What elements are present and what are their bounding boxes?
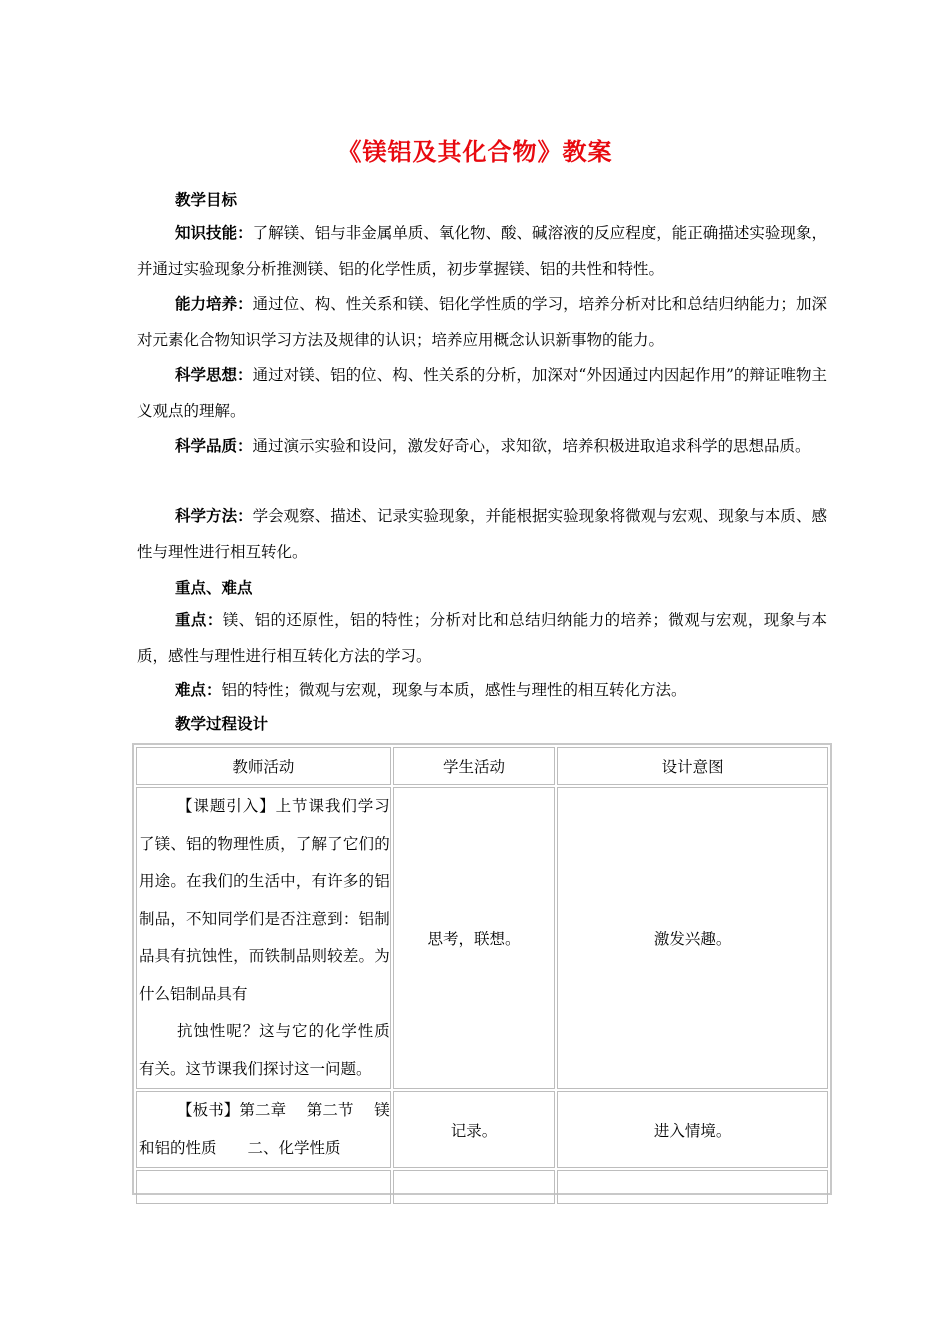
teacher-activity-text: 【课题引入】上节课我们学习了镁、铝的物理性质，了解了它们的用途。在我们的生活中，有许多的铝制品，不知同学们是否注意到：铝制品具有抗蚀性，而铁制品则较差。为什么铝制品具有 — [139, 797, 390, 1003]
goal-ability — [137, 286, 827, 358]
teacher-activity-cell — [136, 1091, 391, 1168]
goal-method — [137, 498, 827, 570]
teacher-activity-cell — [136, 787, 391, 1089]
key-label: 重点： — [175, 611, 223, 629]
goal-text: 通过对镁、铝的位、构、性关系的分析，加深对“外因通过内因起作用”的辩证唯物主义观点的理解。 — [137, 366, 827, 420]
empty-cell — [136, 1170, 391, 1204]
process-table — [132, 743, 832, 1195]
goal-text: 了解镁、铝与非金属单质、氧化物、酸、碱溶液的反应程度，能正确描述实验现象，并通过实验现象分析推测镁、铝的化学性质，初步掌握镁、铝的共性和特性。 — [137, 224, 827, 278]
student-activity-cell: 思考，联想。 — [393, 787, 555, 1089]
goal-thought — [137, 357, 827, 429]
teacher-activity-text: 【板书】第二章 第二节 镁和铝的性质 二、化学性质 — [139, 1101, 390, 1157]
goal-text: 通过演示实验和设问，激发好奇心，求知欲，培养积极进取追求科学的思想品质。 — [252, 437, 811, 455]
section-heading-process: 教学过程设计 — [175, 715, 269, 733]
goal-text: 通过位、构、性关系和镁、铝化学性质的学习，培养分析对比和总结归纳能力；加深对元素化合物知识学习方法及规律的认识；培养应用概念认识新事物的能力。 — [137, 295, 827, 349]
goal-text: 学会观察、描述、记录实验现象，并能根据实验现象将微观与宏观、现象与本质、感性与理性进行相互转化。 — [137, 507, 827, 561]
key-text: 镁、铝的还原性，铝的特性；分析对比和总结归纳能力的培养；微观与宏观，现象与本质，感性与理性进行相互转化方法的学习。 — [137, 611, 827, 665]
student-activity-cell: 记录。 — [393, 1091, 555, 1168]
design-intent-cell: 进入情境。 — [557, 1091, 828, 1168]
goal-knowledge — [137, 215, 827, 287]
goal-label: 科学品质： — [175, 437, 253, 455]
goal-label: 科学方法： — [175, 507, 253, 525]
header-student: 学生活动 — [393, 747, 555, 785]
document-title: 《镁铝及其化合物》教案 — [337, 138, 613, 166]
key-label: 难点： — [175, 681, 222, 699]
header-teacher: 教师活动 — [136, 747, 391, 785]
header-intent: 设计意图 — [557, 747, 828, 785]
teacher-activity-text: 抗蚀性呢？这与它的化学性质有关。这节课我们探讨这一问题。 — [139, 1022, 390, 1078]
difficult-point — [137, 672, 827, 708]
goal-label: 知识技能： — [175, 224, 253, 242]
goal-quality — [137, 428, 827, 464]
design-intent-cell: 激发兴趣。 — [557, 787, 828, 1089]
empty-cell — [557, 1170, 828, 1204]
empty-cell — [393, 1170, 555, 1204]
goal-label: 能力培养： — [175, 295, 253, 313]
key-point — [137, 602, 827, 674]
goal-label: 科学思想： — [175, 366, 253, 384]
section-heading-key: 重点、难点 — [175, 579, 253, 597]
section-heading-goals: 教学目标 — [175, 191, 238, 209]
key-text: 铝的特性；微观与宏观，现象与本质，感性与理性的相互转化方法。 — [221, 681, 687, 699]
